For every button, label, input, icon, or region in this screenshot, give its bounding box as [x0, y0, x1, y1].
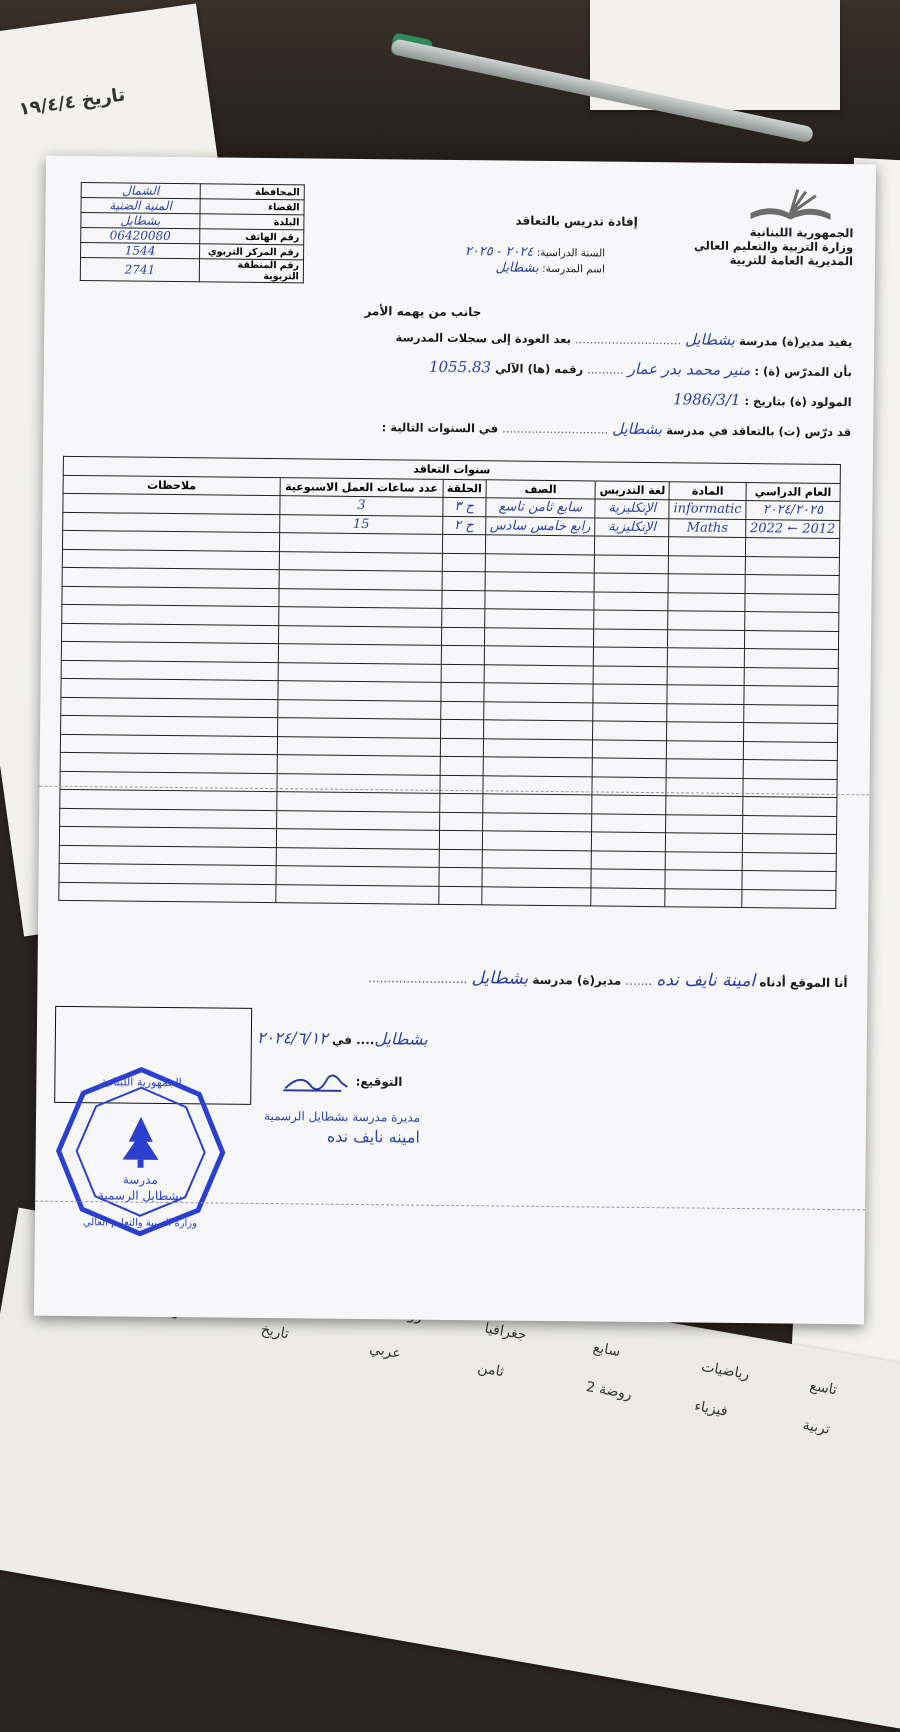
table-cell: [279, 588, 442, 608]
cedar-tree-icon: [123, 1117, 159, 1160]
table-cell: ح ٢: [443, 516, 486, 535]
table-cell: [276, 884, 439, 904]
column-header: لغة التدريس: [595, 480, 669, 499]
info-label: القضاء: [200, 199, 304, 215]
table-cell: [441, 664, 484, 683]
teacher-number: 1055.83: [428, 357, 492, 377]
table-cell: الإنكليزية: [595, 517, 669, 536]
table-cell: [440, 793, 483, 812]
table-cell: [669, 537, 746, 556]
background-timetable-word: رياضيات: [700, 1358, 751, 1383]
ministry-book-logo-icon: [745, 185, 835, 226]
table-cell: [742, 815, 836, 834]
table-cell: [61, 641, 278, 662]
signer-role: مدير(ة) مدرسة: [532, 972, 622, 988]
line3-prefix: المولود (ة) بتاريخ :: [744, 394, 852, 410]
table-cell: [485, 553, 595, 573]
info-value: 06420080: [81, 228, 200, 244]
directorate-name: المديرية العامة للتربية: [729, 252, 854, 269]
statement-line-3: [673, 390, 852, 410]
table-cell: الإنكليزية: [595, 499, 669, 518]
table-cell: 15: [280, 514, 443, 534]
table-cell: [745, 612, 839, 631]
background-timetable-word: تربية: [801, 1417, 832, 1438]
table-cell: [279, 570, 442, 590]
table-cell: [277, 736, 440, 756]
stamp-mid2-text: بشطايل الرسمية: [97, 1188, 183, 1204]
info-row: [81, 228, 304, 245]
info-label: رقم الهاتف: [200, 229, 304, 245]
table-cell: [62, 586, 279, 607]
table-cell: [743, 797, 837, 816]
place-date-line: بشطايل.... في ٢٠٢٤/٦/١٢: [256, 1027, 428, 1049]
table-cell: [483, 683, 593, 703]
info-value: المنية الضنية: [81, 198, 200, 214]
statement-line-2: بأن المدرّس (ة) : منير محمد بدر عمار .......... رقمه (ها) الآلي 1055.83: [428, 357, 852, 380]
column-header: المادة: [669, 481, 746, 500]
statement-line-4: قد درّس (ت) بالتعاقد في مدرسة بشطايل ............................. في السنوات التالية :: [381, 419, 852, 440]
table-cell: [278, 662, 441, 682]
table-cell: [439, 830, 482, 849]
contract-years-table: [58, 456, 841, 909]
table-cell: 2012 ← 2022: [746, 519, 840, 538]
background-timetable-word: تاريخ: [259, 1321, 291, 1343]
table-cell: [485, 572, 595, 592]
certificate-title: إفادة تدريس بالتعاقد: [515, 213, 638, 229]
table-cell: [482, 849, 592, 869]
table-cell: [744, 649, 838, 668]
table-cell: [483, 720, 593, 740]
table-cell: [277, 792, 440, 812]
handwritten-signature-icon: [281, 1068, 351, 1095]
table-cell: [483, 701, 593, 721]
table-cell: [667, 685, 744, 704]
table-cell: [481, 886, 591, 906]
background-timetable-word: جغرافيا: [483, 1320, 528, 1344]
table-cell: [484, 609, 594, 629]
table-cell: [591, 869, 665, 888]
table-cell: [669, 555, 746, 574]
table-cell: [667, 740, 744, 759]
line4-school: بشطايل: [612, 419, 663, 439]
table-cell: [744, 667, 838, 686]
table-cell: [482, 831, 592, 851]
table-cell: informatic: [669, 500, 746, 519]
table-cell: [592, 832, 666, 851]
table-cell: [666, 759, 743, 778]
table-cell: [744, 686, 838, 705]
school-year-value: ٢٠٢٤ - ٢٠٢٥: [464, 244, 534, 260]
table-cell: [63, 512, 280, 533]
table-cell: [61, 678, 278, 699]
table-cell: [485, 535, 595, 555]
table-cell: [594, 647, 668, 666]
table-cell: [277, 755, 440, 775]
signature-label: التوقيع:: [355, 1074, 403, 1089]
table-cell: [743, 741, 837, 760]
info-value: بشطايل: [81, 213, 200, 229]
table-cell: [62, 549, 279, 570]
background-timetable-word: سابع: [591, 1339, 622, 1361]
table-cell: [442, 590, 485, 609]
table-cell: [668, 611, 745, 630]
column-header: العام الدراسي: [746, 482, 840, 501]
table-cell: [744, 630, 838, 649]
table-cell: [61, 715, 278, 736]
table-cell: [279, 533, 442, 553]
table-cell: [593, 702, 667, 721]
table-cell: [441, 645, 484, 664]
table-cell: [594, 628, 668, 647]
table-cell: ح ٣: [443, 497, 486, 516]
table-cell: [482, 812, 592, 832]
contract-teaching-certificate: [34, 156, 876, 1325]
info-value: 1544: [81, 243, 200, 259]
info-label: المحافظة: [200, 184, 304, 200]
school-info-table: [80, 182, 305, 283]
table-cell: [743, 723, 837, 742]
table-cell: [668, 592, 745, 611]
table-cell: [484, 646, 594, 666]
line4-suffix: في السنوات التالية :: [381, 420, 499, 436]
table-cell: [278, 625, 441, 645]
table-cell: [439, 886, 482, 905]
table-cell: [592, 758, 666, 777]
birth-date: 1986/3/1: [673, 390, 741, 409]
table-cell: [59, 863, 276, 884]
table-cell: [667, 666, 744, 685]
table-cell: [62, 623, 279, 644]
info-value: 2741: [80, 258, 199, 282]
signer-prefix: أنا الموقع أدناه: [759, 975, 848, 991]
table-cell: [439, 849, 482, 868]
table-cell: 3: [280, 496, 443, 516]
table-cell: [59, 826, 276, 847]
table-cell: [593, 739, 667, 758]
table-cell: [668, 574, 745, 593]
table-cell: [442, 553, 485, 572]
table-cell: سابع ثامن تاسع: [485, 498, 595, 518]
table-cell: [667, 722, 744, 741]
table-cell: [277, 810, 440, 830]
column-header: ملاحظات: [63, 475, 280, 496]
table-cell: [62, 567, 279, 588]
table-cell: [745, 575, 839, 594]
table-cell: [745, 538, 839, 557]
signer-name: امينة نايف نده: [656, 970, 756, 992]
school-name-value: بشطايل: [495, 260, 539, 276]
table-cell: [482, 868, 592, 888]
info-value: الشمال: [81, 183, 200, 199]
principal-title: مديرة مدرسة بشطايل الرسمية: [263, 1109, 421, 1125]
principal-block: [264, 1106, 420, 1148]
table-cell: [62, 530, 279, 551]
info-label: البلدة: [200, 214, 304, 230]
school-year-label: السنة الدراسية:: [536, 246, 606, 260]
table-cell: [278, 699, 441, 719]
table-cell: [483, 738, 593, 758]
table-cell: [666, 833, 743, 852]
stamp-mid1-text: مدرسة: [122, 1172, 158, 1187]
table-cell: [59, 882, 276, 903]
line1-suffix: بعد العودة إلى سجلات المدرسة: [395, 330, 572, 347]
background-date-text: تاريخ ١٩/٤/٤: [17, 84, 127, 121]
table-cell: [742, 834, 836, 853]
table-cell: [63, 493, 280, 514]
signer-school: بشطايل: [471, 968, 529, 989]
table-cell: [592, 795, 666, 814]
line2-prefix: بأن المدرّس (ة) :: [754, 364, 852, 380]
table-cell: [668, 648, 745, 667]
table-cell: [276, 866, 439, 886]
issue-date: ٢٠٢٤/٦/١٢: [256, 1027, 328, 1048]
background-timetable-word: عربي: [368, 1340, 403, 1363]
column-header: الحلقة: [443, 479, 486, 498]
info-row: [81, 198, 304, 215]
table-cell: [440, 719, 483, 738]
table-cell: [439, 867, 482, 886]
table-cell: [665, 888, 742, 907]
table-cell: [595, 536, 669, 555]
table-cell: [279, 551, 442, 571]
table-cell: [60, 752, 277, 773]
table-cell: [593, 721, 667, 740]
table-cell: [278, 681, 441, 701]
table-cell: [61, 660, 278, 681]
school-year-block: [465, 244, 606, 277]
table-cell: [592, 850, 666, 869]
statement-line-1: يفيد مدير(ة) مدرسة بشطايل ............................. بعد العودة إلى سجلات المدرسة: [395, 330, 853, 350]
table-cell: [484, 627, 594, 647]
table-cell: [440, 756, 483, 775]
info-label: رقم المنطقة التربوية: [199, 259, 303, 283]
in-label: في: [331, 1032, 353, 1047]
table-cell: [593, 684, 667, 703]
background-timetable-word: روضة 2: [584, 1379, 634, 1403]
table-cell: [441, 682, 484, 701]
table-cell: [593, 665, 667, 684]
ministry-header: [694, 224, 854, 268]
table-cell: [60, 789, 277, 810]
signer-declaration: أنا الموقع أدناه امينة نايف نده ....... مدير(ة) مدرسة بشطايل ..........................: [368, 968, 848, 992]
teacher-name: منير محمد بدر عمار: [627, 359, 751, 380]
line2-mid: رقمه (ها) الآلي: [494, 361, 584, 377]
table-cell: Maths: [669, 518, 746, 537]
table-cell: [667, 703, 744, 722]
table-cell: [665, 851, 742, 870]
table-cell: [442, 608, 485, 627]
table-cell: رابع خامس سادس: [485, 516, 595, 536]
table-cell: ٢٠٢٤/٢٠٢٥: [746, 501, 840, 520]
table-cell: [279, 607, 442, 627]
table-cell: [592, 813, 666, 832]
table-cell: [742, 889, 836, 908]
official-school-stamp: [50, 1061, 232, 1243]
line1-school: بشطايل: [684, 330, 736, 349]
table-cell: [276, 829, 439, 849]
table-cell: [744, 704, 838, 723]
table-cell: [441, 701, 484, 720]
table-cell: [59, 845, 276, 866]
table-cell: [278, 644, 441, 664]
table-cell: [666, 796, 743, 815]
table-cell: [442, 571, 485, 590]
table-cell: [276, 847, 439, 867]
table-group-header: سنوات التعاقد: [63, 456, 840, 483]
table-cell: [60, 808, 277, 829]
table-cell: [60, 734, 277, 755]
table-cell: [745, 593, 839, 612]
info-row: [80, 258, 303, 283]
table-cell: [441, 627, 484, 646]
table-cell: [665, 870, 742, 889]
table-cell: [742, 852, 836, 871]
table-cell: [595, 554, 669, 573]
table-cell: [439, 812, 482, 831]
table-cell: [62, 604, 279, 625]
principal-name: امينه نايف نده: [326, 1126, 421, 1147]
stamp-bottom-text: وزارة التربية والتعليم العالي: [82, 1217, 198, 1230]
country-name: الجمهورية اللبنانية: [749, 225, 854, 241]
school-name-label: اسم المدرسة:: [542, 262, 605, 276]
table-cell: [666, 814, 743, 833]
info-label: رقم المركز التربوي: [200, 244, 304, 260]
table-cell: [483, 757, 593, 777]
table-cell: [594, 591, 668, 610]
table-cell: [484, 590, 594, 610]
background-timetable-word: فيزياء: [693, 1398, 729, 1420]
table-cell: [442, 534, 485, 553]
table-cell: [594, 610, 668, 629]
table-cell: [742, 871, 836, 890]
background-timetable-word: تاسع: [808, 1377, 839, 1399]
ministry-name: وزارة التربية والتعليم العالي: [693, 238, 854, 255]
table-cell: [743, 760, 837, 779]
column-header: الصف: [486, 479, 596, 499]
place: بشطايل: [374, 1029, 428, 1049]
signature-line: [281, 1068, 402, 1095]
column-header: عدد ساعات العمل الاسبوعية: [280, 477, 443, 497]
table-cell: [484, 664, 594, 684]
table-cell: [745, 556, 839, 575]
table-cell: [440, 738, 483, 757]
background-timetable-word: ثامن: [476, 1359, 506, 1381]
table-cell: [61, 697, 278, 718]
stamp-top-text: الجمهورية اللبنانية: [100, 1075, 182, 1090]
table-cell: [482, 794, 592, 814]
to-whom-it-may-concern: جانب من يهمه الأمر: [364, 304, 482, 320]
table-cell: [594, 573, 668, 592]
table-cell: [278, 718, 441, 738]
line1-prefix: يفيد مدير(ة) مدرسة: [738, 333, 853, 350]
table-cell: [668, 629, 745, 648]
table-cell: [591, 887, 665, 906]
line4-prefix: قد درّس (ت) بالتعاقد في مدرسة: [666, 423, 852, 440]
